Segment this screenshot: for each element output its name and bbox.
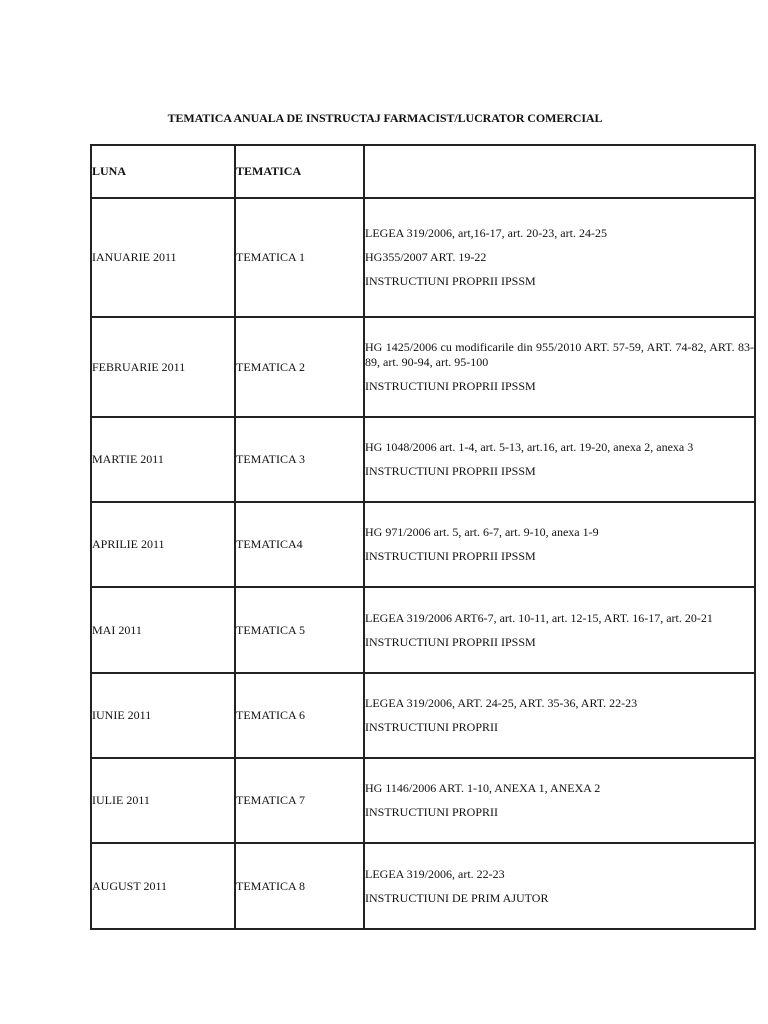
- content-line: INSTRUCTIUNI DE PRIM AJUTOR: [365, 890, 549, 905]
- content-line: LEGEA 319/2006, art,16-17, art. 20-23, art. 24-25: [365, 226, 607, 240]
- month-cell: FEBRUARIE 2011: [91, 317, 235, 417]
- month-cell: AUGUST 2011: [91, 843, 235, 929]
- table-row: [91, 758, 755, 843]
- header-content: [364, 145, 755, 198]
- content-line: LEGEA 319/2006, ART. 24-25, ART. 35-36, ART. 22-23: [365, 696, 638, 710]
- table-row: [91, 673, 755, 758]
- content-line: LEGEA 319/2006 ART6-7, art. 10-11, art. 12-15, ART. 16-17, art. 20-21: [365, 610, 713, 625]
- content-line: INSTRUCTIUNI PROPRII: [365, 805, 499, 819]
- table-row: [91, 502, 755, 587]
- content-line: INSTRUCTIUNI PROPRII IPSSM: [365, 549, 536, 563]
- content-line: HG355/2007 ART. 19-22: [365, 250, 487, 264]
- header-tematica: TEMATICA: [235, 145, 364, 198]
- table-row: [91, 417, 755, 502]
- content-line: INSTRUCTIUNI PROPRII IPSSM: [365, 634, 536, 649]
- content-cell: [364, 198, 755, 317]
- content-line: INSTRUCTIUNI PROPRII IPSSM: [365, 379, 536, 393]
- content-cell: [364, 758, 755, 843]
- content-cell: [364, 843, 755, 929]
- month-cell: IULIE 2011: [91, 758, 235, 843]
- table-row: [91, 198, 755, 317]
- training-plan-table: [90, 144, 756, 930]
- month-cell: MAI 2011: [91, 587, 235, 673]
- content-line: LEGEA 319/2006, art. 22-23: [365, 866, 505, 881]
- content-line: INSTRUCTIUNI PROPRII: [365, 720, 499, 734]
- month-cell: IANUARIE 2011: [91, 198, 235, 317]
- topic-cell: TEMATICA 7: [235, 758, 364, 843]
- table-row: [91, 317, 755, 417]
- document-title: TEMATICA ANUALA DE INSTRUCTAJ FARMACIST/LUCRATOR COMERCIAL: [167, 111, 603, 125]
- content-cell: [364, 673, 755, 758]
- topic-cell: TEMATICA 8: [235, 843, 364, 929]
- topic-cell: TEMATICA 1: [235, 198, 364, 317]
- table-row: [91, 843, 755, 929]
- month-cell: IUNIE 2011: [91, 673, 235, 758]
- topic-cell: TEMATICA 5: [235, 587, 364, 673]
- month-cell: MARTIE 2011: [91, 417, 235, 502]
- content-line: HG 971/2006 art. 5, art. 6-7, art. 9-10, anexa 1-9: [365, 525, 599, 539]
- topic-cell: TEMATICA 2: [235, 317, 364, 417]
- content-cell: [364, 317, 755, 417]
- month-cell: APRILIE 2011: [91, 502, 235, 587]
- content-line: HG 1146/2006 ART. 1-10, ANEXA 1, ANEXA 2: [365, 781, 601, 795]
- content-line: INSTRUCTIUNI PROPRII IPSSM: [365, 464, 536, 478]
- table-header-row: [91, 145, 755, 198]
- table-row: [91, 587, 755, 673]
- topic-cell: TEMATICA 6: [235, 673, 364, 758]
- topic-cell: TEMATICA4: [235, 502, 364, 587]
- content-line: INSTRUCTIUNI PROPRII IPSSM: [365, 274, 536, 288]
- header-luna: LUNA: [91, 145, 235, 198]
- content-cell: [364, 502, 755, 587]
- content-line: HG 1048/2006 art. 1-4, art. 5-13, art.16, art. 19-20, anexa 2, anexa 3: [365, 440, 694, 454]
- content-cell: [364, 587, 755, 673]
- content-cell: [364, 417, 755, 502]
- content-line: HG 1425/2006 cu modificarile din 955/2010 ART. 57-59, ART. 74-82, ART. 83-89, art. 90-94, art. 95-100: [365, 340, 754, 369]
- topic-cell: TEMATICA 3: [235, 417, 364, 502]
